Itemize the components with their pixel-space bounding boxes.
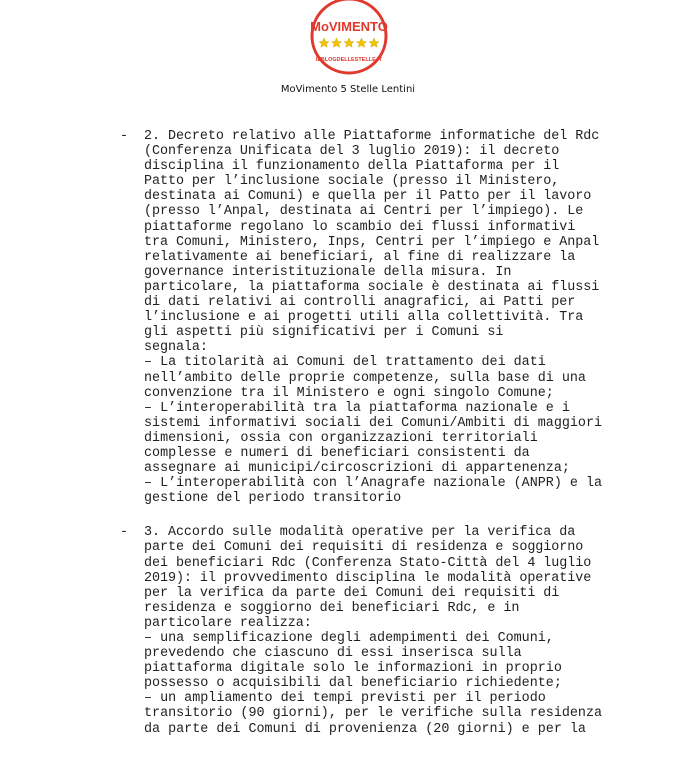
logo-bottom-text: ILBLOGDELLESTELLE.IT [315, 57, 383, 63]
subpoint: – La titolarità ai Comuni del trattamento dei dati nell’ambito delle proprie competenze, sulla base di una convenzione tra il Ministero e ogni singolo Comune; [144, 355, 586, 401]
list-bullet: - [120, 129, 129, 144]
page-title: MoVimento 5 Stelle Lentini [280, 84, 416, 95]
list-bullet: - [120, 525, 129, 541]
list-item [120, 129, 680, 506]
item-text: 3. Accordo sulle modalità operative per la verifica da parte dei Comuni dei requisiti di residenza e soggiorno dei beneficiari Rdc (Conferenza Stato-Città del 4 luglio 2019): il provvedimento disciplina le modalità operative per la verifica da parte dei Comuni dei requisiti di residenza e soggiorno dei beneficiari Rdc, e in particolare realizza: [144, 525, 592, 631]
document-body [120, 129, 680, 756]
movimento-logo [306, 0, 392, 76]
subpoint: – L’interoperabilità con l’Anagrafe nazionale (ANPR) e la gestione del periodo transitorio [144, 476, 603, 507]
item-text: 2. Decreto relativo alle Piattaforme informatiche del Rdc (Conferenza Unificata del 3 luglio 2019): il decreto disciplina il funzionamento della Piattaforma per il Patto per l’inclusione sociale (presso il Ministero, destinata ai Comuni) e quella per il Patto per il lavoro (presso l’Anpal, destinata ai Centri per l’impiego). Le piattaforme regolano lo scambio dei flussi informativi tra Comuni, Ministero, Inps, Centri per l’impiego e Anpal relativamente ai beneficiari, al fine di realizzare la governance interistituzionale della misura. In particolare, la piattaforma sociale è destinata ai flussi di dati relativi ai controlli anagrafici, ai Patti per l’inclusione e ai progetti utili alla collettività. Tra gli aspetti più significativi per i Comuni si segnala: [144, 129, 600, 356]
subpoint: – un ampliamento dei tempi previsti per il periodo transitorio (90 giorni), per le verifiche sulla residenza da parte dei Comuni di provenienza (20 giorni) e per la [144, 691, 603, 737]
logo-top-text: MoVIMENTO [310, 19, 388, 34]
logo-graphic [306, 0, 392, 76]
list-item [120, 525, 680, 736]
subpoint: – una semplificazione degli adempimenti dei Comuni, prevedendo che ciascuno di essi inserisca sulla piattaforma digitale solo le informazioni in proprio possesso o acquisibili dal beneficiario richiedente; [144, 631, 562, 692]
subpoint: – L’interoperabilità tra la piattaforma nazionale e i sistemi informativi sociali dei Comuni/Ambiti di maggiori dimensioni, ossia con organizzazioni territoriali complesse e numeri di beneficiari consistenti da assegnare ai municipi/circoscrizioni di appartenenza; [144, 400, 603, 477]
